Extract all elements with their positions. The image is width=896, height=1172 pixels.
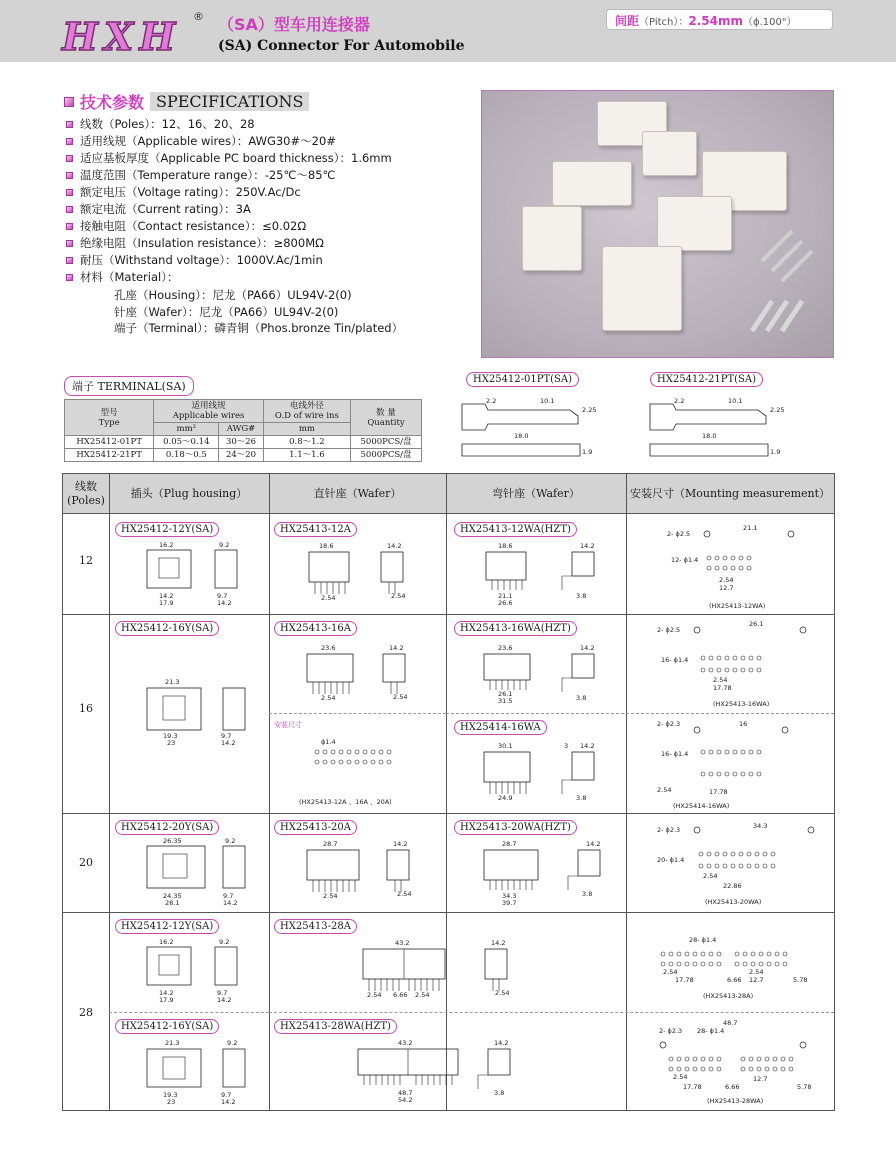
right-angle-wafer-drawing [468, 742, 618, 806]
bullet-icon [66, 240, 73, 247]
part-label: HX25413-12WA(HZT) [454, 522, 577, 537]
svg-text:9.7: 9.7 [217, 592, 228, 600]
part-label: HX25413-12A [274, 522, 357, 537]
svg-text:1.9: 1.9 [770, 448, 781, 456]
svg-text:2.54: 2.54 [749, 968, 764, 976]
svg-text:2.25: 2.25 [582, 406, 597, 414]
specs-title-cn: 技术参数 [80, 93, 145, 112]
spec-item: 温度范围（Temperature range）：-25℃～85℃ [66, 167, 392, 184]
svg-text:28.7: 28.7 [323, 840, 338, 848]
svg-text:16: 16 [739, 720, 748, 728]
plug-drawing [133, 674, 253, 749]
right-angle-wafer-drawing [348, 1039, 538, 1109]
od-header: 电线外径 O.D of wire ins [263, 400, 350, 423]
spec-item: 额定电流（Current rating）：3A [66, 201, 392, 218]
spec-item: 额定电压（Voltage rating）：250V.Ac/Dc [66, 184, 392, 201]
bullet-icon [66, 172, 73, 179]
svg-text:18.6: 18.6 [498, 542, 513, 550]
type-header: 型号 Type [65, 400, 154, 436]
svg-text:19.3: 19.3 [163, 1091, 178, 1099]
svg-text:14.2: 14.2 [580, 742, 595, 750]
product-photo [481, 90, 834, 358]
svg-text:16.2: 16.2 [159, 938, 174, 946]
right-angle-wafer-drawing [468, 840, 618, 908]
mounting-drawing [663, 524, 813, 612]
svg-text:9.2: 9.2 [219, 541, 230, 549]
plug-drawing [133, 1039, 253, 1109]
part-label: HX25413-20WA(HZT) [454, 820, 577, 835]
svg-text:28- ɸ1.4: 28- ɸ1.4 [697, 1027, 725, 1035]
part-label: HX25413-28A [274, 919, 357, 934]
part-label: HX25412-16Y(SA) [115, 1019, 219, 1034]
table-header-row [65, 400, 422, 423]
svg-text:14.2: 14.2 [387, 542, 402, 550]
col-right-angle-wafer: 弯针座（Wafer） [492, 487, 580, 500]
mounting-caption: (HX25414-16WA) [673, 802, 730, 810]
specs-heading [64, 90, 309, 113]
table-subheader-row: mm² AWG# mm [65, 423, 422, 436]
terminal-part-label: HX25412-01PT(SA) [466, 372, 579, 387]
svg-text:43.2: 43.2 [398, 1039, 413, 1047]
svg-text:31.5: 31.5 [498, 697, 513, 705]
svg-text:48.7: 48.7 [723, 1019, 738, 1027]
svg-text:24.35: 24.35 [163, 892, 182, 900]
mounting-drawing [653, 622, 823, 710]
col-poles: 线数 (Poles) [67, 480, 105, 507]
mounting-caption: (HX25413-28A) [703, 992, 754, 1000]
svg-text:6.66: 6.66 [393, 991, 408, 999]
svg-text:26.1: 26.1 [498, 690, 513, 698]
part-label: HX25412-16Y(SA) [115, 621, 219, 636]
terminal-pins-icon [752, 231, 822, 331]
svg-text:14.2: 14.2 [159, 989, 174, 997]
bullet-icon [66, 206, 73, 213]
svg-text:10.1: 10.1 [728, 397, 743, 405]
mounting-caption: (HX25413-12A 、16A 、20A) [299, 798, 392, 806]
bullet-icon [66, 121, 73, 128]
mounting-caption: (HX25413-28WA) [707, 1097, 764, 1105]
bullet-icon [66, 189, 73, 196]
svg-text:14.2: 14.2 [221, 739, 236, 747]
svg-text:2.54: 2.54 [673, 1073, 688, 1081]
mounting-drawing [653, 934, 828, 1004]
part-label: HX25413-16A [274, 621, 357, 636]
svg-text:23.6: 23.6 [498, 644, 513, 652]
svg-text:2.54: 2.54 [393, 693, 408, 701]
svg-text:6.66: 6.66 [727, 976, 742, 984]
wafer-drawing [291, 644, 431, 706]
mounting-drawing [653, 1019, 828, 1107]
svg-text:14.2: 14.2 [491, 939, 506, 947]
svg-text:9.2: 9.2 [227, 1039, 238, 1047]
svg-text:12.7: 12.7 [749, 976, 764, 984]
svg-text:2.54: 2.54 [703, 872, 718, 880]
terminal-label: 端子 TERMINAL(SA) [64, 376, 194, 396]
pitch-value: 2.54mm [688, 14, 743, 28]
svg-text:2.54: 2.54 [367, 991, 382, 999]
qty-header: 数 量 Quantity [351, 400, 422, 436]
svg-text:2.54: 2.54 [391, 592, 406, 600]
grid-header [63, 474, 834, 514]
row-divider [63, 912, 834, 913]
svg-text:2- ɸ2.5: 2- ɸ2.5 [667, 530, 691, 538]
title-english: (SA) Connector For Automobile [218, 38, 465, 54]
spec-item: 接触电阻（Contact resistance）：≤0.02Ω [66, 218, 392, 235]
row-divider [63, 813, 834, 814]
svg-text:2- ɸ2.5: 2- ɸ2.5 [657, 626, 681, 634]
col-mounting: 安装尺寸（Mounting measurement） [629, 487, 831, 500]
brand-logo: HXH [62, 14, 182, 59]
svg-text:26.6: 26.6 [498, 599, 513, 607]
pole-count: 20 [79, 856, 93, 869]
part-label: HX25412-12Y(SA) [115, 919, 219, 934]
mounting-drawing [653, 820, 823, 910]
svg-text:3.8: 3.8 [582, 890, 593, 898]
svg-text:9.2: 9.2 [219, 938, 230, 946]
bullet-icon [66, 138, 73, 145]
mounting-caption: (HX25413-16WA) [713, 700, 770, 708]
svg-text:17.78: 17.78 [709, 788, 728, 796]
svg-text:28.7: 28.7 [502, 840, 517, 848]
wafer-drawing [291, 840, 431, 908]
bullet-icon [66, 155, 73, 162]
mounting-drawing [291, 736, 441, 808]
svg-text:12.7: 12.7 [753, 1075, 768, 1083]
svg-text:2- ɸ2.3: 2- ɸ2.3 [657, 826, 681, 834]
svg-text:23.6: 23.6 [321, 644, 336, 652]
svg-text:26.1: 26.1 [749, 620, 764, 628]
svg-text:14.2: 14.2 [580, 542, 595, 550]
svg-text:9.7: 9.7 [221, 1091, 232, 1099]
svg-text:26.35: 26.35 [163, 837, 182, 845]
svg-text:2- ɸ2.3: 2- ɸ2.3 [659, 1027, 683, 1035]
svg-text:2.54: 2.54 [397, 890, 412, 898]
grid-divider [626, 474, 627, 1110]
svg-text:5.78: 5.78 [793, 976, 808, 984]
row-divider [269, 1012, 834, 1013]
svg-text:20- ɸ1.4: 20- ɸ1.4 [657, 856, 685, 864]
svg-text:34.3: 34.3 [502, 892, 517, 900]
svg-text:9.7: 9.7 [217, 989, 228, 997]
material-item: 端子（Terminal）：磷青铜（Phos.bronze Tin/plated） [114, 321, 404, 335]
part-label: HX25412-12Y(SA) [115, 522, 219, 537]
svg-text:43.2: 43.2 [395, 939, 410, 947]
svg-text:14.2: 14.2 [389, 644, 404, 652]
row-divider [63, 614, 834, 615]
svg-text:2.54: 2.54 [323, 892, 338, 900]
svg-text:12.7: 12.7 [719, 584, 734, 592]
part-label: HX25413-20A [274, 820, 357, 835]
specs-list [66, 116, 392, 286]
svg-text:23: 23 [167, 1098, 176, 1106]
svg-text:30.1: 30.1 [498, 742, 513, 750]
grid-divider [269, 474, 270, 1110]
grid-divider [109, 474, 110, 1110]
mounting-drawing [653, 720, 823, 810]
svg-text:18.0: 18.0 [514, 432, 529, 440]
svg-text:3.8: 3.8 [576, 694, 587, 702]
svg-text:2.54: 2.54 [663, 968, 678, 976]
svg-text:1.9: 1.9 [582, 448, 593, 456]
terminal-part-label: HX25412-21PT(SA) [650, 372, 763, 387]
svg-text:2.2: 2.2 [674, 397, 685, 405]
part-label: HX25413-28WA(HZT) [274, 1019, 397, 1034]
svg-text:3: 3 [564, 742, 569, 750]
svg-text:14.2: 14.2 [223, 899, 238, 907]
pole-count: 28 [79, 1006, 93, 1019]
spec-item: 材料（Material）： [66, 269, 392, 286]
svg-text:3.8: 3.8 [576, 592, 587, 600]
spec-item: 绝缘电阻（Insulation resistance）：≥800MΩ [66, 235, 392, 252]
bullet-icon [66, 257, 73, 264]
spec-item: 适用线规（Applicable wires）：AWG30#～20# [66, 133, 392, 150]
col-plug: 插头（Plug housing） [130, 487, 248, 500]
svg-text:14.2: 14.2 [586, 840, 601, 848]
row-divider [109, 1012, 269, 1013]
right-angle-wafer-drawing [468, 644, 618, 706]
svg-text:18.6: 18.6 [319, 542, 334, 550]
svg-text:21.1: 21.1 [743, 524, 758, 532]
grid-divider [446, 474, 447, 1110]
svg-text:22.86: 22.86 [723, 882, 742, 890]
svg-text:14.2: 14.2 [217, 599, 232, 607]
svg-text:12- ɸ1.4: 12- ɸ1.4 [671, 556, 699, 564]
svg-text:2.54: 2.54 [321, 594, 336, 602]
svg-text:16- ɸ1.4: 16- ɸ1.4 [661, 750, 689, 758]
svg-text:10.1: 10.1 [540, 397, 555, 405]
bullet-icon [66, 223, 73, 230]
svg-text:39.7: 39.7 [502, 899, 517, 907]
svg-text:2.54: 2.54 [657, 786, 672, 794]
svg-text:14.2: 14.2 [393, 840, 408, 848]
plug-drawing [133, 542, 253, 610]
svg-text:18.0: 18.0 [702, 432, 717, 440]
svg-text:16.2: 16.2 [159, 541, 174, 549]
heading-bullet-icon [64, 97, 74, 107]
svg-text:14.2: 14.2 [221, 1098, 236, 1106]
material-item: 孔座（Housing）：尼龙（PA66）UL94V-2(0) [114, 288, 352, 302]
svg-text:3.8: 3.8 [494, 1089, 505, 1097]
right-angle-wafer-drawing [468, 542, 618, 610]
pitch-box [606, 9, 833, 30]
svg-text:19.3: 19.3 [163, 732, 178, 740]
material-item: 针座（Wafer）：尼龙（PA66）UL94V-2(0) [114, 304, 339, 319]
svg-text:21.3: 21.3 [165, 678, 180, 686]
svg-text:2.2: 2.2 [486, 397, 497, 405]
svg-text:17.78: 17.78 [683, 1083, 702, 1091]
table-row: HX25412-01PT 0.05～0.14 30～26 0.8～1.2 5000PCS/盘 [65, 436, 422, 449]
spec-item: 耐压（Withstand voltage）：1000V.Ac/1min [66, 252, 392, 269]
svg-text:9.2: 9.2 [225, 837, 236, 845]
table-row: HX25412-21PT 0.18～0.5 24～20 1.1～1.6 5000PCS/盘 [65, 449, 422, 462]
svg-text:54.2: 54.2 [398, 1096, 413, 1104]
bullet-icon [66, 274, 73, 281]
spec-item: 适应基板厚度（Applicable PC board thickness）：1.6mm [66, 150, 392, 167]
page-header [0, 0, 896, 62]
part-label: HX25414-16WA [454, 720, 547, 735]
mounting-caption: (HX25413-20WA) [705, 898, 762, 906]
svg-text:34.3: 34.3 [753, 822, 768, 830]
terminal-table [64, 399, 422, 462]
svg-text:3.8: 3.8 [576, 794, 587, 802]
svg-text:16- ɸ1.4: 16- ɸ1.4 [661, 656, 689, 664]
row-divider [446, 713, 834, 714]
part-label: HX25412-20Y(SA) [115, 820, 219, 835]
connector-shape [642, 131, 697, 176]
svg-text:14.2: 14.2 [494, 1039, 509, 1047]
svg-text:21.3: 21.3 [165, 1039, 180, 1047]
connector-shape [522, 206, 582, 271]
col-wafer: 直针座（Wafer） [313, 487, 402, 500]
svg-text:17.9: 17.9 [159, 599, 174, 607]
pole-count: 12 [79, 554, 93, 567]
svg-text:21.1: 21.1 [498, 592, 513, 600]
svg-text:17.78: 17.78 [675, 976, 694, 984]
spec-item: 线数（Poles）：12、16、20、28 [66, 116, 392, 133]
svg-text:28- ɸ1.4: 28- ɸ1.4 [689, 936, 717, 944]
svg-text:14.2: 14.2 [580, 644, 595, 652]
svg-text:ɸ1.4: ɸ1.4 [321, 738, 336, 746]
specs-title-en: SPECIFICATIONS [150, 92, 309, 111]
svg-text:2- ɸ2.3: 2- ɸ2.3 [657, 720, 681, 728]
svg-text:2.54: 2.54 [713, 676, 728, 684]
svg-text:48.7: 48.7 [398, 1089, 413, 1097]
terminal-drawing [460, 392, 597, 472]
plug-drawing [133, 838, 253, 910]
svg-text:17.78: 17.78 [713, 684, 732, 692]
terminal-drawing [648, 392, 785, 472]
wafer-drawing [291, 542, 431, 610]
svg-text:2.54: 2.54 [719, 576, 734, 584]
svg-text:9.7: 9.7 [223, 892, 234, 900]
pitch-inch: （ɸ.100"） [743, 17, 797, 28]
svg-text:2.25: 2.25 [770, 406, 785, 414]
svg-text:2.54: 2.54 [495, 989, 510, 997]
mounting-sublabel: 安装尺寸 [274, 721, 302, 729]
mounting-caption: (HX25413-12WA) [709, 602, 766, 610]
svg-text:6.66: 6.66 [725, 1083, 740, 1091]
material-list [114, 287, 403, 337]
wafer-drawing [353, 939, 533, 1007]
svg-text:14.2: 14.2 [159, 592, 174, 600]
svg-text:2.54: 2.54 [321, 694, 336, 702]
wires-header: 适用线规 Applicable wires [154, 400, 263, 423]
connector-shape [602, 246, 682, 331]
title-chinese: （SA）型车用连接器 [218, 15, 370, 34]
svg-text:14.2: 14.2 [217, 996, 232, 1004]
pitch-label-en: （Pitch）： [639, 17, 689, 28]
svg-text:2.54: 2.54 [415, 991, 430, 999]
svg-text:23: 23 [167, 739, 176, 747]
plug-drawing [133, 939, 253, 1009]
svg-text:28.1: 28.1 [165, 899, 180, 907]
part-label: HX25413-16WA(HZT) [454, 621, 577, 636]
row-divider [269, 713, 446, 714]
connector-shape [657, 196, 732, 251]
svg-text:17.9: 17.9 [159, 996, 174, 1004]
svg-text:9.7: 9.7 [221, 732, 232, 740]
svg-text:5.78: 5.78 [797, 1083, 812, 1091]
connector-shape [552, 161, 632, 206]
part-grid [62, 473, 835, 1111]
svg-text:24.9: 24.9 [498, 794, 513, 802]
pole-count: 16 [79, 702, 93, 715]
registered-mark: ® [193, 10, 204, 23]
pitch-label: 间距 [615, 14, 640, 28]
